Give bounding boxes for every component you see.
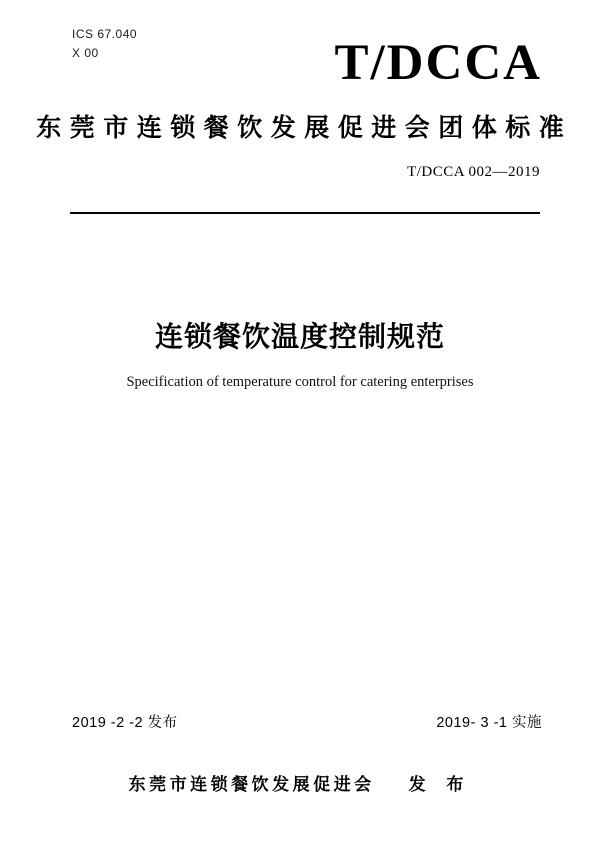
publisher-row [0, 770, 600, 795]
publisher-name: 东莞市连锁餐饮发展促进会 [128, 775, 375, 794]
header-divider [70, 212, 540, 214]
dates-row [72, 711, 542, 732]
issue-date: 2019 -2 -2 发布 [72, 715, 178, 731]
org-standard-heading: 东莞市连锁餐饮发展促进会团体标准 [36, 114, 573, 142]
standard-number: T/DCCA 002—2019 [407, 164, 540, 180]
publish-label: 发 布 [408, 775, 472, 794]
doc-class-code: X 00 [72, 46, 99, 60]
ics-classification-block [72, 25, 137, 63]
implement-date: 2019- 3 -1 实施 [436, 715, 542, 731]
standard-body-logo: T/DCCA [334, 35, 542, 91]
document-title-zh: 连锁餐饮温度控制规范 [154, 321, 445, 352]
document-title-en: Specification of temperature control for catering enterprises [126, 374, 474, 390]
ics-code: ICS 67.040 [72, 27, 138, 41]
